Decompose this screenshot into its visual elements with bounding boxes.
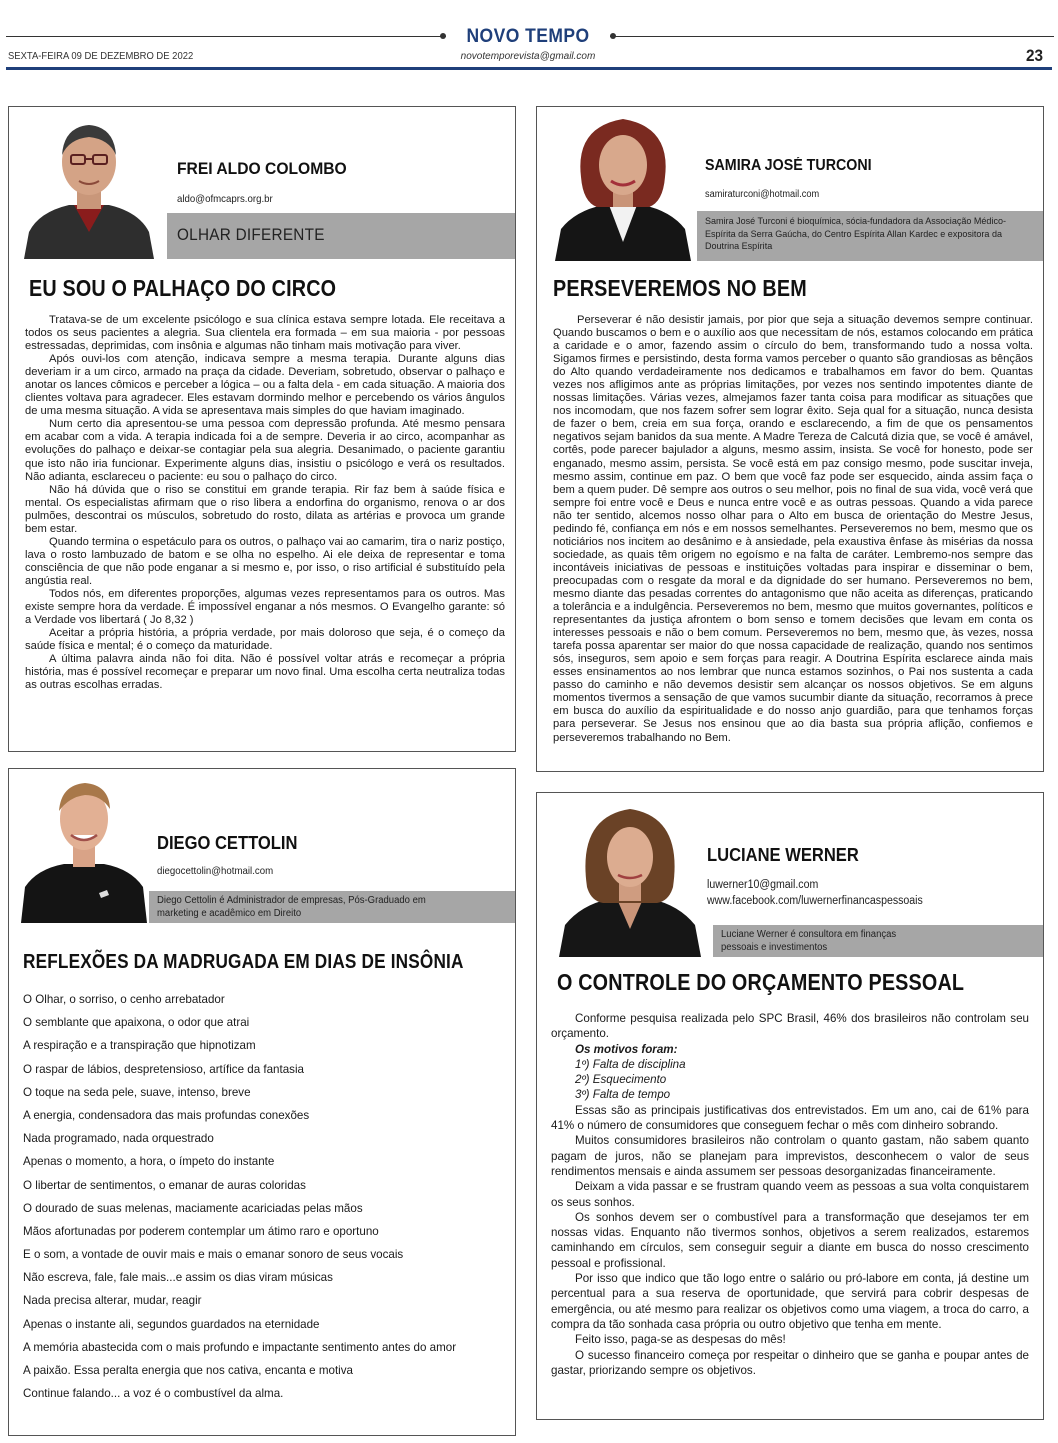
poem-line: Mãos afortunadas por poderem contemplar um átimo raro e oportuno <box>23 1224 379 1238</box>
paragraph: Tratava-se de um excelente psicólogo e sua clínica estava sempre lotada. Ele receitava a todos os seus pacientes a alegria. Sua clientela era formada – em sua maioria - por pessoas estressadas, deprimidas, com insônia e algumas não tinham mais motivação para viver. <box>25 314 505 353</box>
poem-line: O semblante que apaixona, o odor que atrai <box>23 1016 250 1030</box>
edition-date: SEXTA-FEIRA 09 DE DEZEMBRO DE 2022 <box>8 50 194 62</box>
paragraph: Muitos consumidores brasileiros não controlam o quanto gastam, não sabem quanto pagam de juros, não se planejam para imprevistos, desconhecem o valor de seus rendimentos mensais e ainda assumem ser pessoas desorganizadas financeiramente. <box>551 1134 1029 1178</box>
article-headline: EU SOU O PALHAÇO DO CIRCO <box>29 275 337 301</box>
article-body <box>551 1011 1029 1378</box>
author-name: SAMIRA JOSÉ TURCONI <box>705 157 872 174</box>
column-name: OLHAR DIFERENTE <box>177 225 325 244</box>
poem-line: Nada programado, nada orquestrado <box>23 1132 214 1146</box>
newspaper-title: NOVO TEMPO <box>466 26 590 47</box>
masthead-rule-bottom <box>6 67 1052 70</box>
paragraph: Após ouvi-los com atenção, indicava sempre a mesma terapia. Durante alguns dias deveriam ir a um circo, armado na praça da cidade. Deveriam, sobretudo, observar o palhaço e anotar os lances cômicos e perceber a lógica – ou a falta dela - em cada situação. A maioria dos clientes voltava para agradecer. Eles estavam dormindo melhor e percebendo os vários ângulos de uma mesma situação. A vida se apresentava mais simples do que haviam imaginado. <box>25 353 505 418</box>
author-name: LUCIANE WERNER <box>707 845 859 865</box>
article-body <box>25 314 505 692</box>
author-email: diegocettolin@hotmail.com <box>157 865 274 877</box>
reason-item: 2º) Esquecimento <box>575 1073 667 1087</box>
poem-line: Apenas o instante ali, segundos guardados na eternidade <box>23 1317 320 1331</box>
masthead-dot-right <box>610 33 616 39</box>
author-photo <box>19 107 159 259</box>
poem-line: Não escreva, fale, fale mais...e assim os dias viram músicas <box>23 1271 333 1285</box>
poem <box>23 993 513 1410</box>
author-bio: Samira José Turconi é bioquímica, sócia-fundadora da Associação Médico-Espírita da Serra Gaúcha, do Centro Espírita Allan Kardec e expositora da Doutrina Espírita <box>705 216 1007 252</box>
masthead-rule-left <box>6 36 446 37</box>
author-name: FREI ALDO COLOMBO <box>177 159 347 178</box>
article-headline: REFLEXÕES DA MADRUGADA EM DIAS DE INSÔNIA <box>23 951 464 973</box>
author-photo <box>557 797 703 957</box>
paragraph: Todos nós, em diferentes proporções, algumas vezes representamos para os outros. Mas existe sempre hora da verdade. É impossível enganar a nós mesmos. O Evangelho garante: só a Verdade vos libertará ( Jo 8,32 ) <box>25 587 505 627</box>
article-frei-aldo <box>8 106 516 752</box>
paragraph: O sucesso financeiro começa por respeitar o dinheiro que se ganha e poupar antes de gastar, priorizando sempre os objetivos. <box>551 1348 1029 1377</box>
author-email: luwerner10@gmail.com <box>707 879 819 891</box>
page-number: 23 <box>1026 46 1044 65</box>
poem-line: Nada precisa alterar, mudar, reagir <box>23 1294 202 1308</box>
paragraph: Quando termina o espetáculo para os outros, o palhaço vai ao camarim, tira o nariz postiço, lava o rosto lambuzado de batom e se olha no espelho. Ai ele deixa de representar e toma consciência de que não pode enganar a si mesmo e, por isso, o riso artificial é substituído pela angústia real. <box>25 535 505 587</box>
paragraph: Não há dúvida que o riso se constitui em grande terapia. Rir faz bem à saúde física e mental. Os especialistas afirmam que o riso libera a endorfina do organismo, renova o ar dos pulmões, descontrai os músculos, sobretudo do rosto, dilata as artérias e provoca um grande bem estar. <box>25 483 505 535</box>
author-email: samiraturconi@hotmail.com <box>705 189 820 200</box>
reason-item: 1º) Falta de disciplina <box>575 1057 686 1071</box>
article-body <box>553 314 1033 745</box>
paragraph: Por isso que indico que tão logo entre o salário ou pró-labore em conta, já destine um percentual para a sua reserva de oportunidade, que servirá para cobrir despesas de emergência, ou até mesmo para realizar os objetivos como uma viagem, a troca do carro, a compra da tão sonhada casa própria ou outro objetivo que tenha em mente. <box>551 1272 1029 1331</box>
poem-line: A respiração e a transpiração que hipnotizam <box>23 1039 256 1053</box>
author-bio: Luciane Werner é consultora em finanças pessoais e investimentos <box>721 929 897 953</box>
reasons-title: Os motivos foram: <box>575 1042 678 1056</box>
author-bio: Diego Cettolin é Administrador de empresas, Pós-Graduado em marketing e acadêmico em Direito <box>157 895 426 919</box>
article-headline: O CONTROLE DO ORÇAMENTO PESSOAL <box>557 969 965 995</box>
paragraph: Os sonhos devem ser o combustível para a transformação que desejamos ter em nossas vidas. Enquanto não tivermos sonhos, objetivos a serem realizados, estaremos caminhando em círculos, sem conseguir seguir a diante em busca do nosso crescimento pessoal e profissional. <box>551 1210 1029 1270</box>
masthead-rule-right <box>610 36 1054 37</box>
paragraph: Deixam a vida passar e se frustram quando veem as pessoas a sua volta conquistarem os seus sonhos. <box>551 1180 1029 1209</box>
author-photo <box>19 769 149 923</box>
poem-line: O toque na seda pele, suave, intenso, breve <box>23 1085 251 1099</box>
author-photo <box>553 107 693 261</box>
poem-line: Apenas o momento, a hora, o ímpeto do instante <box>23 1155 275 1169</box>
author-website: www.facebook.com/luwernerfinancaspessoais <box>707 895 923 907</box>
reason-item: 3º) Falta de tempo <box>575 1088 671 1102</box>
newspaper-email: novotemporevista@gmail.com <box>460 51 596 62</box>
article-headline: PERSEVEREMOS NO BEM <box>553 275 807 301</box>
poem-line: A paixão. Essa peralta energia que nos cativa, encanta e motiva <box>23 1364 353 1377</box>
poem-line: O raspar de lábios, despretensioso, artífice da fantasia <box>23 1062 304 1076</box>
poem-line: Continue falando... a voz é o combustível da alma. <box>23 1387 284 1401</box>
masthead <box>0 0 1058 72</box>
poem-line: O libertar de sentimentos, o emanar de auras coloridas <box>23 1178 306 1192</box>
paragraph: Feito isso, paga-se as despesas do mês! <box>575 1333 786 1347</box>
author-email: aldo@ofmcaprs.org.br <box>177 193 273 205</box>
poem-line: A energia, condensadora das mais profundas conexões <box>23 1108 310 1122</box>
article-luciane-werner <box>536 792 1044 1420</box>
paragraph: Aceitar a própria história, a própria verdade, por mais doloroso que seja, é o começo da saúde física e mental; é o começo da maturidade. <box>25 627 505 653</box>
paragraph: A última palavra ainda não foi dita. Não é possível voltar atrás e recomeçar a própria história, mas é possível recomeçar e preparar um novo final. Uma escolha certa neutraliza todas as outras escolhas erradas. <box>25 653 505 692</box>
article-diego-cettolin <box>8 768 516 1436</box>
paragraph: Conforme pesquisa realizada pelo SPC Brasil, 46% dos brasileiros não controlam seu orçamento. <box>551 1012 1029 1041</box>
poem-line: E o som, a vontade de ouvir mais e mais o emanar sonoro de seus vocais <box>23 1248 404 1262</box>
poem-line: O Olhar, o sorriso, o cenho arrebatador <box>23 993 225 1006</box>
paragraph: Essas são as principais justificativas dos entrevistados. Em um ano, cai de 61% para 41% o número de consumidores que conseguem fechar o mês com dinheiro sobrando. <box>551 1103 1029 1133</box>
paragraph: Num certo dia apresentou-se uma pessoa com depressão profunda. Até mesmo pensara em acabar com a vida. A terapia indicada foi a de sempre. Deveria ir ao circo, acompanhar as evoluções do palhaço e deixar-se contagiar pela sua alegria. Desanimado, o paciente garantiu que isto não iria funcionar. Experimente alguns dias, insistiu o psicólogo e verá os resultados. Não adianta, esclareceu o paciente: eu sou o palhaço do circo. <box>25 418 505 483</box>
author-name: DIEGO CETTOLIN <box>157 833 298 853</box>
article-samira-turconi <box>536 106 1044 772</box>
paragraph: Perseverar é não desistir jamais, por pior que seja a situação devemos sempre continuar. Quando buscamos o bem e o auxílio aos que necessitam de nós, estamos colocando em prática a caridade e o amor, fazendo assim o círculo do bem, transformando tudo a nossa volta. Sigamos firmes e persistindo, desta forma vamos perceber o quanto são grandiosas as bênçãos do Alto quando verdadeiramente nos dedicamos e trabalhamos em favor do bem. Quantas vezes nos afligimos ante as próprias limitações, por vezes nos sentindo impotentes diante de nossas limitações. Várias vezes, almejamos fazer tanta coisa para modificar as situações que nos incomodam, que nos fazem sofrer sem lograr êxito. Seja qual for a situação, nunca desista de fazer o bem, creia em sua força, orando e esclarecendo, a fim de que os pensamentos negativos sejam banidos da sua mente. A Madre Tereza de Calcutá dizia que, se você é amável, cortês, pode parecer bajulador a alguns, mesmo assim, insista. Se você for honesto, pode ser enganado, mesmo assim, persista. Se você está em paz consigo mesmo, pode suscitar inveja, mesmo assim, continue em paz. O bem que você faz pode ser esquecido, ainda assim faça o bem a quem puder. Dê sempre aos outros o seu melhor, pois no final de sua vida, você verá que sempre foi entre você e Deus e nunca entre você e as outras pessoas. Quando a vida parece não ter sentido, alcemos nosso olhar para o Alto em busca de orientação do Mestre Jesus, pedindo fé, confiança em nós e em nossos semelhantes. Perseveremos no bem, mesmo que os noticiários nos incitem ao desânimo e à ansiedade, pela exaustiva ênfase às misérias da nossa sociedade, as quais têm origem no egoísmo e na falta de caráter. Lembremo-nos sempre das incontáveis iniciativas de pessoas e instituições voltadas para inspirar e disseminar o bem, preocupadas com o resgate da moral e da dignidade do ser humano. Perseveremos no bem, mesmo diante das pesadas correntes do antagonismo que não aceita as diferenças, praticando a tolerância e a indulgência. Perseveremos no bem, mesmo que muitos governantes, políticos e representantes da justiça afrontem o bom senso e tomem decisões que levam em conta os interesses pessoais e não o bem comum. Perseveremos no bem, mesmo que, às vezes, nossa tarefa possa aparentar ser maior do que nossa capacidade de realização, quando nos sentimos sós, inseguros, sem apoio e sem forças para reagir. A Doutrina Espírita esclarece ainda mais esses ensinamentos ao nos lembrar que nunca estamos sozinhos, o Pai nos sustenta a cada passo do caminho e não devemos desistir sem alcançar os nossos objetivos. Se em alguns momentos tivermos a sensação de que vamos sucumbir diante da situação, recorramos à prece em busca do auxílio da espiritualidade e do nosso anjo guardião, para que tenhamos forças para perseverar. Se Jesus nos ensinou que ao dia basta sua própria aflição, confiemos e perseveremos trabalhando no Bem. <box>553 314 1033 744</box>
poem-line: O dourado de suas melenas, maciamente acariciadas pelas mãos <box>23 1201 363 1215</box>
poem-line: A memória abastecida com o mais profundo e impactante sentimento antes do amor <box>23 1340 457 1354</box>
masthead-dot-left <box>440 33 446 39</box>
